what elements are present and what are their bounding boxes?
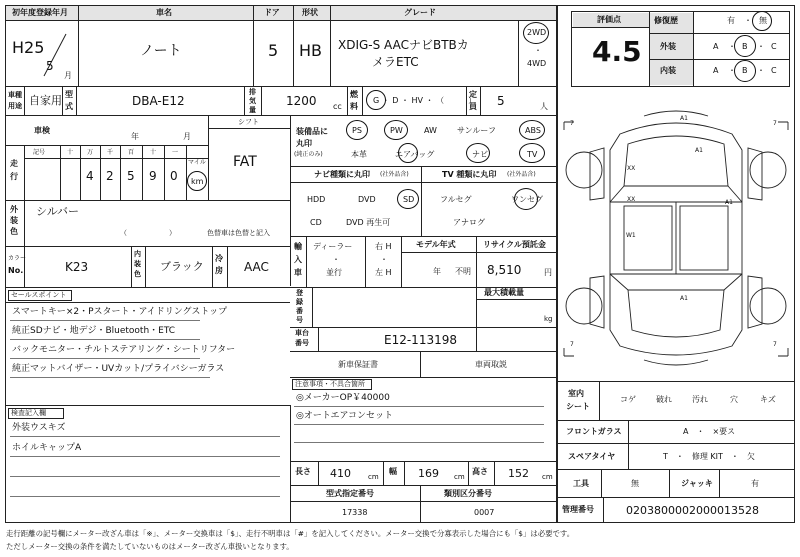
- ext-opt-b: B: [742, 42, 748, 51]
- diagram-bracket-tr: 7: [773, 120, 777, 127]
- disp-label-3: 量: [249, 106, 256, 114]
- model-label-2: 式: [65, 102, 73, 111]
- height-value: 152: [508, 467, 529, 480]
- glass-label: フロントガラス: [566, 427, 622, 436]
- import-dealer: ディーラー: [313, 242, 353, 251]
- mileage-mile-label: マイル: [188, 159, 206, 166]
- width-value: 169: [418, 467, 439, 480]
- sales-line-4: 純正マットバイザー・UVカット/プライバシーガラス: [12, 364, 225, 374]
- equip-label-1: 装備品に: [296, 127, 328, 136]
- int-opt-a: A: [713, 66, 719, 75]
- tv-oneseg: ワンセグ: [511, 195, 543, 204]
- car-name-label: 車名: [156, 8, 172, 17]
- ac-value: AAC: [244, 260, 269, 274]
- displacement-value: 1200: [286, 94, 317, 108]
- navi-cd: CD: [310, 218, 322, 227]
- first-reg-month: 5: [46, 59, 54, 73]
- mileage-km-circle: [187, 171, 207, 191]
- drive-2wd: 2WD: [527, 28, 547, 37]
- jack-value: 有: [751, 479, 759, 488]
- month-unit: 月: [64, 71, 72, 80]
- import-label-3: 車: [294, 268, 302, 277]
- colorcode-label-1: カラー: [8, 255, 27, 262]
- ext-opt-dot1: ・: [728, 42, 736, 51]
- color-note: 色替車は色替と記入: [207, 229, 270, 237]
- grade-line-2: メラETC: [372, 55, 419, 69]
- repair-label: 修復歴: [654, 16, 678, 25]
- type-number-value: 17338: [342, 508, 368, 517]
- import-parallel: 並行: [326, 268, 342, 277]
- height-label: 高さ: [472, 467, 488, 476]
- frame-label-2: 番号: [295, 339, 309, 347]
- footer-line-1: 走行距離の記号欄にメーター改ざん車は「※」、メーター交換車は「$」、走行不明車は「#」を記入してください。メーター交換で分寡表示した場合にも「$」は必要です。: [6, 529, 575, 538]
- color-value: シルバー: [36, 205, 79, 218]
- import-left: 左 H: [375, 268, 392, 277]
- cc-unit: cc: [333, 102, 342, 111]
- tv-sub: (社外品含): [507, 171, 536, 178]
- equip-ps: PS: [352, 126, 362, 135]
- new-car-warranty: 新車保証書: [338, 360, 378, 369]
- color-label-1: 外: [10, 205, 18, 214]
- jack-label: ジャッキ: [681, 479, 713, 488]
- equip-leather: 本革: [351, 150, 367, 159]
- notes-line-2: ◎オートエアコンセット: [296, 411, 394, 421]
- seat-opt-dirt: 汚れ: [692, 395, 708, 404]
- glass-options: A ・ ×要ス: [683, 427, 736, 436]
- width-label: 幅: [389, 467, 397, 476]
- inspection-month: 月: [183, 132, 191, 141]
- car-damage-diagram: [560, 108, 792, 370]
- class-label-2: 用途: [8, 102, 22, 110]
- diagram-bracket-bl: 7: [570, 341, 574, 348]
- equip-label-3: (純正のみ): [294, 151, 323, 158]
- usage-value: 自家用: [29, 94, 62, 107]
- spare-options: T ・ 修理 KIT ・ 欠: [663, 452, 755, 461]
- footer-line-2: ただしメーター交換の条件を満たしていないものはメーター改ざん車扱いとなります。: [6, 542, 294, 551]
- tv-title: TV 種類に丸印: [442, 170, 497, 179]
- mileage-col-4: 百: [128, 149, 135, 156]
- recycle-yen: 円: [544, 268, 552, 277]
- equip-airbag: エアバッグ: [395, 150, 435, 159]
- seat-label-2: シート: [566, 402, 590, 411]
- height-unit: cm: [542, 473, 553, 481]
- sales-line-1: スマートキー×2・Pスタート・アイドリングストップ: [12, 307, 228, 317]
- diagram-mark-a1-rear: A1: [680, 295, 688, 302]
- class-number-label: 類別区分番号: [444, 489, 492, 498]
- equip-sunroof: サンルーフ: [457, 126, 496, 135]
- recycle-label: リサイクル預託金: [483, 240, 546, 249]
- mileage-digit-3: 5: [127, 169, 135, 183]
- spare-label: スペアタイヤ: [568, 452, 616, 461]
- int-opt-c: C: [771, 66, 777, 75]
- notes-line-1: ◎メーカーOP￥40000: [296, 393, 390, 403]
- type-number-label: 型式指定番号: [326, 489, 374, 498]
- diagram-mark-w1: W1: [626, 232, 636, 239]
- color-paren: （ ）: [120, 229, 176, 237]
- equip-tv: TV: [527, 150, 538, 159]
- sales-label: セールスポイント: [11, 291, 67, 299]
- seat-opt-scratch: キズ: [760, 395, 776, 404]
- mileage-digit-1: 4: [86, 169, 94, 183]
- drive-dot: ・: [534, 46, 542, 55]
- length-unit: cm: [368, 473, 379, 481]
- grade-line-1: XDIG-S AACナビBTBカ: [338, 38, 469, 52]
- diagram-mark-a1-front: A1: [680, 115, 688, 122]
- inspector-line-1: 外装ウスキズ: [12, 423, 66, 433]
- sales-line-3: バックモニター・チルトステアリング・シートリフター: [12, 345, 236, 355]
- color-label-3: 色: [10, 227, 18, 236]
- mileage-col-6: 一: [172, 149, 179, 156]
- mileage-digit-5: 0: [170, 169, 178, 183]
- tools-label: 工具: [573, 479, 589, 488]
- shift-value: FAT: [233, 154, 257, 170]
- mileage-col-1: 十: [67, 149, 74, 156]
- equip-pw-circle: [384, 120, 408, 140]
- shift-label: シフト: [238, 118, 259, 126]
- navi-hdd: HDD: [307, 195, 326, 204]
- ext-b-circle: [734, 35, 756, 57]
- int-color-label-3: 色: [134, 270, 141, 278]
- exterior-label: 外装: [660, 42, 676, 51]
- length-label: 長さ: [295, 467, 311, 476]
- inspector-label: 検査記入欄: [11, 409, 46, 417]
- equip-abs-circle: [519, 120, 545, 140]
- fuel-label-2: 料: [350, 102, 358, 111]
- frame-value: E12-113198: [384, 333, 457, 347]
- drive-4wd: 4WD: [527, 59, 547, 68]
- mileage-label-1: 走: [10, 159, 18, 168]
- sales-line-2: 純正SDナビ・地デジ・Bluetooth・ETC: [12, 326, 176, 336]
- fuel-label-1: 燃: [350, 90, 358, 99]
- equip-ps-circle: [346, 120, 368, 140]
- equip-label-2: 丸印: [296, 139, 312, 148]
- repair-opt-dot: ・: [744, 16, 752, 25]
- equip-navi: ナビ: [472, 150, 488, 159]
- car-name-value: ノート: [140, 43, 182, 59]
- equip-aw: AW: [424, 126, 437, 135]
- ext-opt-a: A: [713, 42, 719, 51]
- capacity-label-2: 員: [469, 102, 477, 111]
- disp-label-1: 排: [249, 88, 256, 96]
- length-value: 410: [330, 467, 351, 480]
- seat-opt-hole: 穴: [730, 395, 738, 404]
- width-unit: cm: [454, 473, 465, 481]
- reg-label-2: 録: [296, 298, 303, 306]
- equip-navi-circle: [466, 143, 490, 163]
- grade-label: グレード: [404, 8, 436, 17]
- ac-label-2: 房: [215, 266, 223, 275]
- int-b-circle: [734, 60, 756, 82]
- reg-label-1: 登: [296, 289, 303, 297]
- repair-opt-no: 無: [759, 16, 767, 25]
- first-reg-label: 初年度登録年月: [12, 8, 68, 17]
- import-label-1: 輸: [294, 242, 302, 251]
- diagram-mark-xx-left: XX: [627, 165, 636, 172]
- shape-label: 形状: [302, 8, 318, 17]
- score-label: 評価点: [597, 15, 621, 24]
- class-label-1: 車種: [8, 91, 22, 99]
- vehicle-manual: 車両取説: [475, 360, 507, 369]
- shape-value: HB: [299, 41, 323, 60]
- notes-label: 注意事項・不具合箇所: [295, 380, 365, 388]
- import-dot-2: ・: [380, 255, 388, 264]
- capacity-unit: 人: [540, 102, 548, 111]
- navi-title: ナビ種類に丸印: [314, 170, 370, 179]
- int-color-value: ブラック: [160, 260, 204, 273]
- interior-label: 内装: [660, 66, 676, 75]
- tv-fullseg: フルセグ: [440, 195, 472, 204]
- model-value: DBA-E12: [132, 94, 185, 108]
- repair-opt-yes: 有: [727, 16, 735, 25]
- ext-opt-c: C: [771, 42, 777, 51]
- door-value: 5: [268, 41, 279, 60]
- diagram-mark-a1-right: A1: [725, 199, 733, 206]
- colorcode-value: K23: [65, 260, 89, 274]
- mileage-col-5: 十: [150, 149, 157, 156]
- tv-analog: アナログ: [453, 218, 485, 227]
- repair-no-circle: [752, 11, 772, 31]
- inspection-year: 年: [131, 132, 139, 141]
- tv-oneseg-circle: [514, 188, 538, 210]
- capacity-value: 5: [497, 94, 505, 108]
- equip-tv-circle: [519, 143, 545, 163]
- management-label: 管理番号: [562, 505, 594, 514]
- color-label-2: 装: [10, 216, 18, 225]
- ac-label-1: 冷: [215, 254, 223, 263]
- class-number-value: 0007: [474, 508, 495, 517]
- drive-2wd-circle: [523, 22, 549, 44]
- mileage-sign-label: 記号: [33, 149, 46, 156]
- door-label: ドア: [264, 8, 280, 17]
- int-color-label-2: 装: [134, 260, 141, 268]
- score-value: 4.5: [592, 35, 642, 68]
- seat-label-1: 室内: [568, 389, 584, 398]
- reg-label-4: 号: [296, 316, 303, 324]
- max-load-label: 最大積載量: [484, 288, 524, 297]
- seat-opt-burn: コゲ: [620, 395, 636, 404]
- first-reg-era: H25: [12, 38, 45, 57]
- seat-opt-tear: 破れ: [656, 395, 672, 404]
- inspector-line-2: ホイルキャップA: [12, 443, 82, 453]
- model-year-year: 年: [433, 267, 441, 276]
- int-opt-dot1: ・: [728, 66, 736, 75]
- capacity-label-1: 定: [469, 90, 477, 99]
- mileage-unit: km: [191, 177, 204, 186]
- management-value: 0203800002000013528: [626, 504, 759, 517]
- import-dot-1: ・: [332, 255, 340, 264]
- import-label-2: 入: [294, 255, 302, 264]
- ext-opt-dot2: ・: [757, 42, 765, 51]
- import-right: 右 H: [375, 242, 392, 251]
- navi-dvd-playable: DVD 再生可: [346, 218, 391, 227]
- int-opt-dot2: ・: [757, 66, 765, 75]
- navi-sd-circle: [397, 189, 419, 209]
- mileage-col-3: 千: [107, 149, 114, 156]
- mileage-digit-2: 2: [106, 169, 114, 183]
- diagram-bracket-br: 7: [773, 341, 777, 348]
- colorcode-label-2: No.: [8, 266, 24, 275]
- diagram-bracket-tl: 7: [570, 120, 574, 127]
- disp-label-2: 気: [249, 97, 256, 105]
- mileage-label-2: 行: [10, 172, 18, 181]
- navi-dvd: DVD: [358, 195, 376, 204]
- frame-label-1: 車台: [295, 329, 309, 337]
- fuel-options: G ・ D ・ HV ・ （ ）: [373, 96, 477, 105]
- model-year-label: モデル年式: [416, 240, 456, 249]
- diagram-mark-a1-hood: A1: [695, 147, 703, 154]
- int-color-label-1: 内: [134, 250, 141, 258]
- inspection-label: 車検: [34, 126, 50, 135]
- diagram-mark-xx-mid: XX: [627, 196, 636, 203]
- equip-abs: ABS: [525, 126, 541, 135]
- model-label-1: 型: [65, 90, 73, 99]
- max-load-unit: kg: [544, 315, 553, 323]
- recycle-value: 8,510: [487, 263, 522, 277]
- reg-label-3: 番: [296, 307, 303, 315]
- equip-airbag-circle: [398, 143, 418, 163]
- navi-sd: SD: [403, 195, 415, 204]
- int-opt-b: B: [742, 66, 748, 75]
- tools-value: 無: [631, 479, 639, 488]
- mileage-col-2: 万: [87, 149, 94, 156]
- fuel-g-circle: [366, 90, 386, 110]
- navi-sub: (社外品含): [380, 171, 409, 178]
- model-year-value: 不明: [455, 267, 471, 276]
- equip-pw: PW: [390, 126, 403, 135]
- mileage-digit-4: 9: [149, 169, 157, 183]
